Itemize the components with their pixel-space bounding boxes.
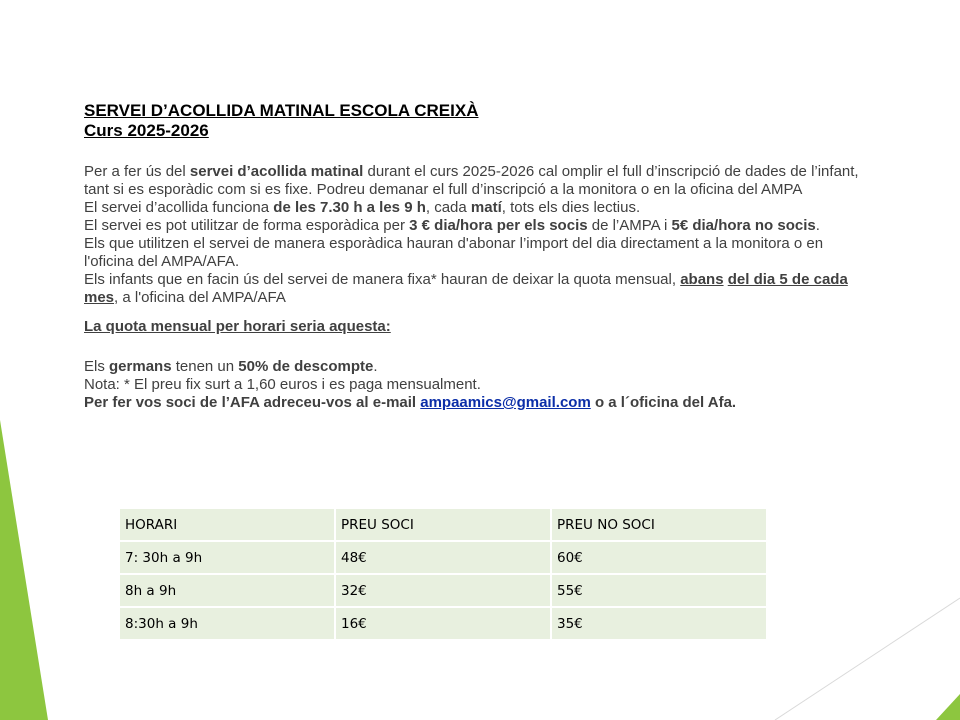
paragraph-membership: Per fer vos soci de l’AFA adreceu-vos al e-mail ampaamics@gmail.com o a l´oficina del Afa. [84,394,737,411]
table-cell: 8h a 9h [119,574,335,607]
email-link[interactable]: ampaamics@gmail.com [420,394,591,411]
table-cell: 16€ [335,607,551,640]
paragraph-sporadic-payment: Els que utilitzen el servei de manera esporàdica hauran d'abonar l’import del dia directament a la monitora o en l'oficina del AMPA/AFA. [84,235,824,270]
table-header-row [119,508,767,541]
document-body [84,101,874,412]
page-title: SERVEI D’ACOLLIDA MATINAL ESCOLA CREIXÀ [84,101,479,120]
table-row [119,607,767,640]
paragraph-intro: Per a fer ús del servei d’acollida matinal durant el curs 2025-2026 cal omplir el full d’inscripció de dades de l’infant, tant si es esporàdic com si es fixe. Podreu demanar el full d’inscripció a la monitora o en la oficina del AMPA [84,163,859,198]
paragraph-fixed-payment: Els infants que en facin ús del servei de manera fixa* hauran de deixar la quota mensual, abans del dia 5 de cada mes, a l'oficina del AMPA/AFA [84,271,848,306]
table-row [119,574,767,607]
table-cell: 55€ [551,574,767,607]
table-cell: 60€ [551,541,767,574]
page-subtitle: Curs 2025-2026 [84,121,209,140]
table-cell: 48€ [335,541,551,574]
paragraph-siblings-discount: Els germans tenen un 50% de descompte. [84,358,378,375]
table-row [119,541,767,574]
paragraph-schedule: El servei d’acollida funciona de les 7.30 h a les 9 h, cada matí, tots els dies lectius. [84,199,641,216]
header-cell-preu-no-soci: PREU NO SOCI [551,508,767,541]
table-cell: 8:30h a 9h [119,607,335,640]
pricing-table [118,507,768,641]
table-cell: 32€ [335,574,551,607]
table-cell: 35€ [551,607,767,640]
quota-heading: La quota mensual per horari seria aquesta: [84,318,391,335]
header-cell-preu-soci: PREU SOCI [335,508,551,541]
table-cell: 7: 30h a 9h [119,541,335,574]
corner-green-triangle [936,694,960,720]
left-green-triangle [0,420,48,720]
header-cell-horari: HORARI [119,508,335,541]
decor-line [775,598,960,720]
paragraph-sporadic-price: El servei es pot utilitzar de forma esporàdica per 3 € dia/hora per els socis de l’AMPA i 5€ dia/hora no socis. [84,217,820,234]
paragraph-note: Nota: * El preu fix surt a 1,60 euros i es paga mensualment. [84,376,481,393]
